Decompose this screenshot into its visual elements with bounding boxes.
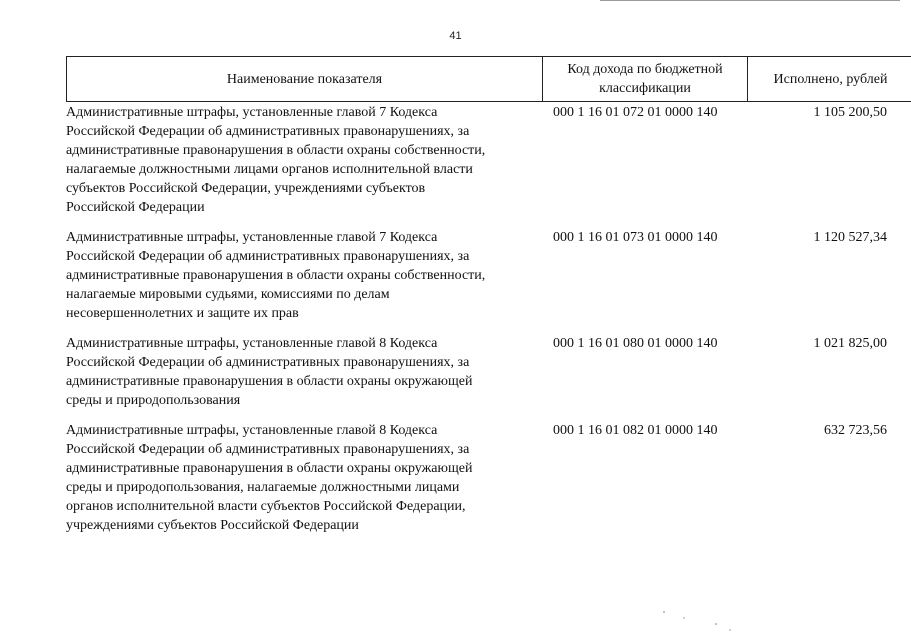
name-line: Административные штрафы, установленные главой 8 Кодекса: [66, 336, 438, 351]
header-executed-amount: Исполнено, рублей: [747, 57, 911, 101]
budget-table: [66, 56, 911, 535]
name-line: органов исполнительной власти субъектов Российской Федерации,: [66, 499, 466, 514]
indicator-name-cell: [66, 228, 549, 323]
table-header: [66, 56, 911, 102]
name-line: Российской Федерации: [66, 200, 205, 215]
name-line: среды и природопользования, налагаемые должностными лицами: [66, 480, 460, 495]
income-code-cell: 000 1 16 01 082 01 0000 140: [553, 423, 718, 438]
table-body: [66, 102, 911, 535]
name-line: Административные штрафы, установленные главой 7 Кодекса: [66, 105, 438, 120]
name-line: Российской Федерации об административных правонарушениях, за: [66, 442, 470, 457]
indicator-name-cell: [66, 334, 549, 410]
executed-amount-cell: 1 105 200,50: [813, 105, 887, 120]
indicator-name-cell: [66, 421, 549, 535]
name-line: административные правонарушения в области охраны собственности,: [66, 143, 486, 158]
name-line: субъектов Российской Федерации, учреждениями субъектов: [66, 181, 426, 196]
indicator-name-cell: [66, 103, 549, 217]
executed-amount-cell: 632 723,56: [824, 423, 887, 438]
name-line: Административные штрафы, установленные главой 8 Кодекса: [66, 423, 438, 438]
header-income-code: Код дохода по бюджетной классификации: [542, 57, 747, 101]
name-line: несовершеннолетних и защите их прав: [66, 306, 299, 321]
income-code-cell: 000 1 16 01 073 01 0000 140: [553, 230, 718, 245]
name-line: учреждениями субъектов Российской Федерации: [66, 518, 359, 533]
executed-amount-cell: 1 021 825,00: [813, 336, 887, 351]
table-row: [66, 103, 911, 217]
name-line: налагаемые мировыми судьями, комиссиями по делам: [66, 287, 390, 302]
top-edge-rule: [600, 0, 900, 1]
name-line: среды и природопользования: [66, 393, 241, 408]
executed-amount-cell: 1 120 527,34: [813, 230, 887, 245]
name-line: административные правонарушения в области охраны окружающей: [66, 461, 473, 476]
name-line: Российской Федерации об административных правонарушениях, за: [66, 355, 470, 370]
page-number: 41: [449, 30, 462, 42]
name-line: Российской Федерации об административных правонарушениях, за: [66, 249, 470, 264]
name-line: административные правонарушения в области охраны окружающей: [66, 374, 473, 389]
income-code-cell: 000 1 16 01 072 01 0000 140: [553, 105, 718, 120]
name-line: Административные штрафы, установленные главой 7 Кодекса: [66, 230, 438, 245]
name-line: Российской Федерации об административных правонарушениях, за: [66, 124, 470, 139]
table-row: [66, 334, 911, 410]
scan-specks: [656, 604, 746, 634]
table-row: [66, 421, 911, 535]
header-indicator-name: Наименование показателя: [226, 71, 383, 87]
income-code-cell: 000 1 16 01 080 01 0000 140: [553, 336, 718, 351]
name-line: административные правонарушения в области охраны собственности,: [66, 268, 486, 283]
name-line: налагаемые должностными лицами органов исполнительной власти: [66, 162, 473, 177]
table-row: [66, 228, 911, 323]
